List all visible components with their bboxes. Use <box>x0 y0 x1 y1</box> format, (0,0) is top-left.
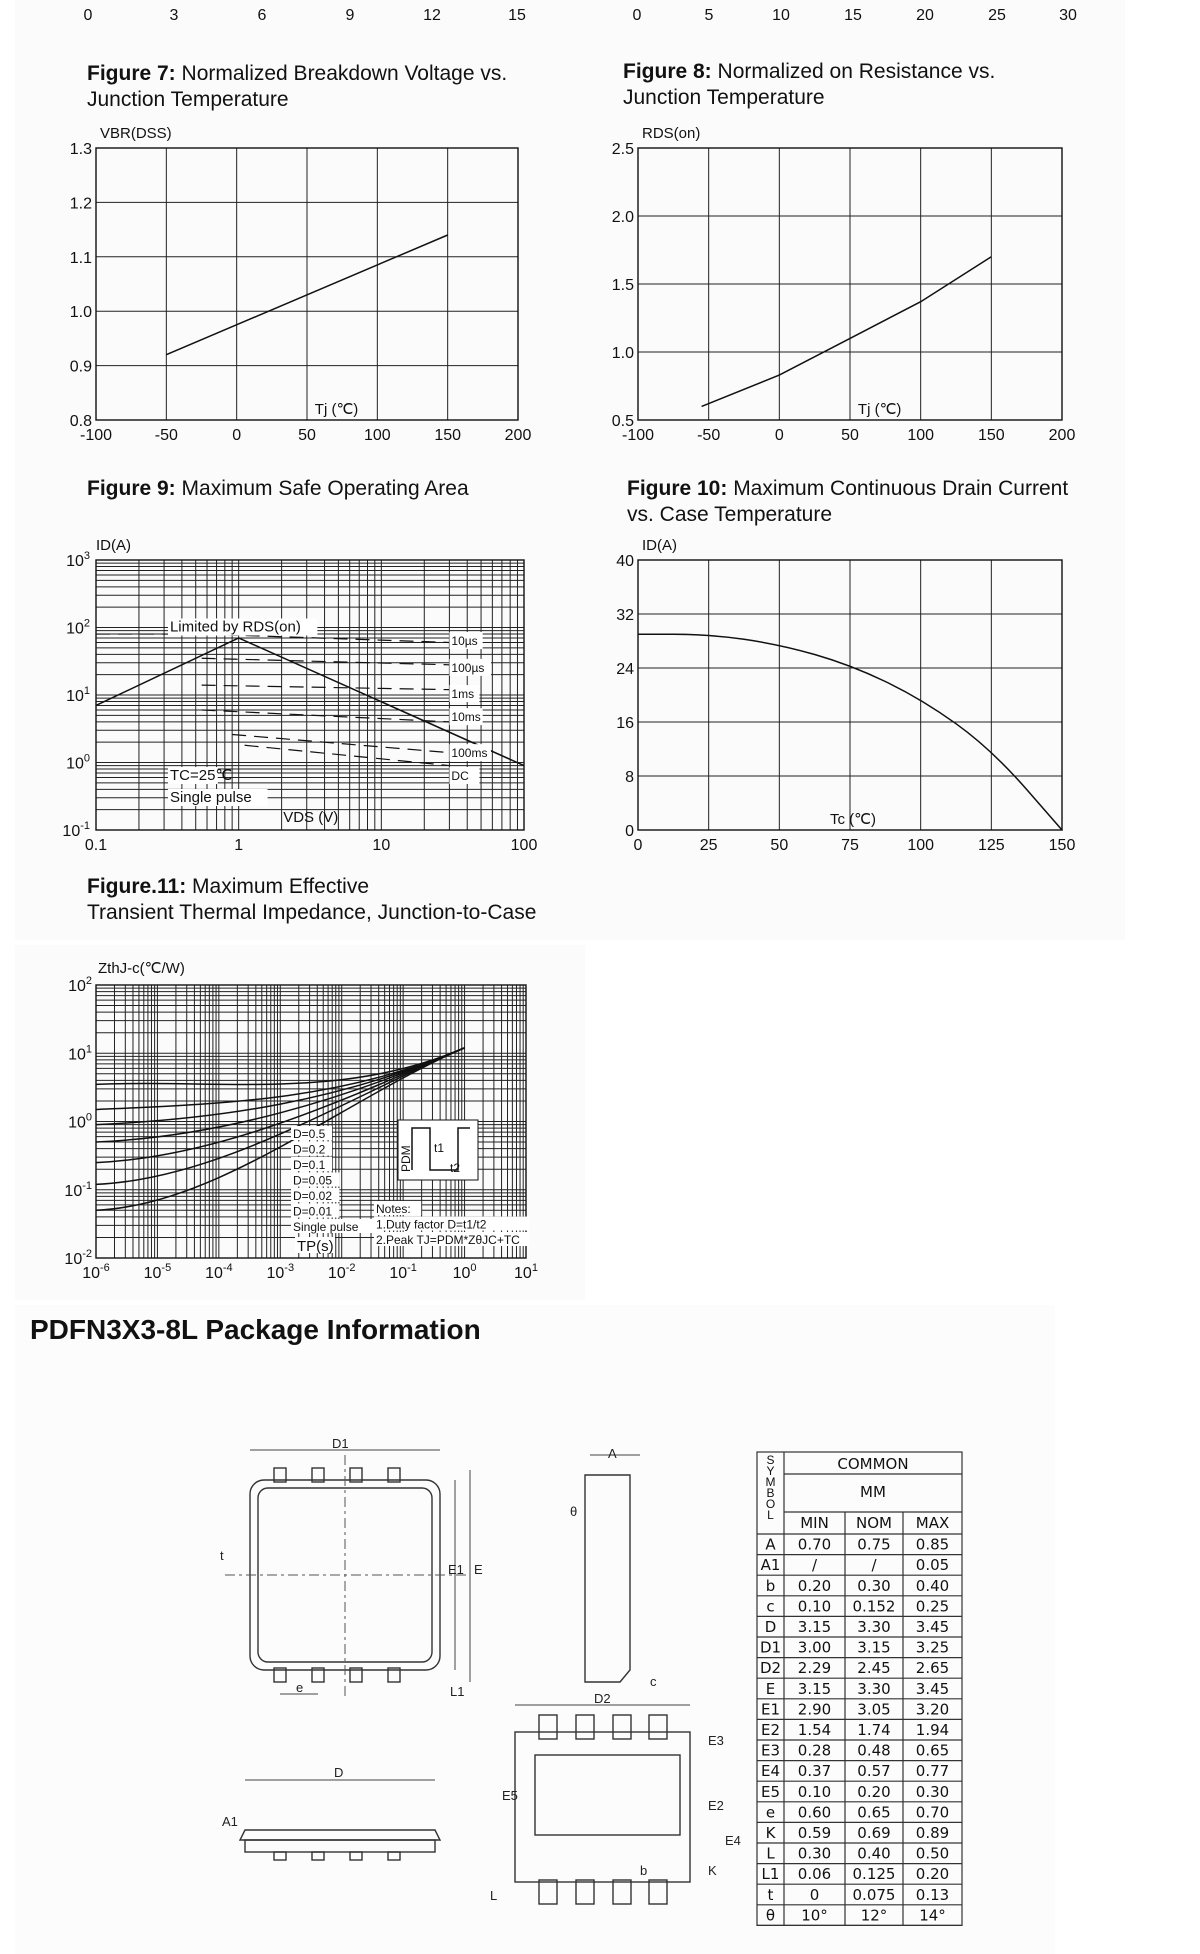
dim-label-t: t <box>220 1548 224 1563</box>
x-tick-label: $10^{-3}$ <box>266 1262 295 1282</box>
x-tick-label: 100 <box>363 427 391 444</box>
table-cell: b <box>765 1576 776 1595</box>
table-unit-header: MM <box>860 1483 886 1501</box>
table-cell: 2.45 <box>857 1659 891 1678</box>
table-col-head: MAX <box>915 1514 950 1532</box>
top-right-tick-label: 30 <box>1059 7 1077 24</box>
y-tick-label: 32 <box>616 607 634 624</box>
x-tick-label: -50 <box>154 427 178 444</box>
legend-label: D=0.2 <box>293 1142 326 1157</box>
dim-label-d: D <box>334 1765 344 1780</box>
table-cell: 0.20 <box>857 1782 891 1801</box>
table-cell: e <box>765 1803 776 1822</box>
dim-label-k: K <box>708 1863 717 1878</box>
table-cell: / <box>811 1556 818 1575</box>
inset-t1-label: t1 <box>434 1141 445 1155</box>
dim-label-b: b <box>640 1863 648 1878</box>
x-tick-label: 100 <box>907 837 935 854</box>
table-cell: 3.45 <box>915 1618 950 1636</box>
table-cell: 14° <box>919 1906 946 1925</box>
table-cell: 0.77 <box>915 1762 950 1781</box>
x-axis-label: VDS (V) <box>283 809 339 826</box>
x-tick-label: 125 <box>977 837 1005 854</box>
x-tick-label: 100 <box>510 837 538 854</box>
table-cell: 0.075 <box>852 1885 896 1904</box>
top-right-tick-label: 25 <box>988 7 1006 24</box>
dim-label-e5: E5 <box>502 1788 518 1803</box>
dim-label-d1: D1 <box>332 1436 349 1451</box>
table-cell: 0.13 <box>915 1885 950 1904</box>
table-cell: 0.69 <box>857 1824 891 1842</box>
x-tick-label: 75 <box>841 837 859 854</box>
y-tick-label: $10^2$ <box>66 617 90 638</box>
x-tick-label: -100 <box>79 427 113 444</box>
table-cell: 0.30 <box>915 1782 950 1801</box>
x-tick-label: -100 <box>621 427 655 444</box>
x-tick-label: 1 <box>234 837 244 854</box>
x-axis-label: Tj (℃) <box>857 401 902 418</box>
table-cell: 1.54 <box>797 1721 832 1739</box>
x-axis-label: TP(s) <box>297 1238 334 1255</box>
table-cell: 0.65 <box>915 1741 950 1760</box>
table-cell: 0.05 <box>915 1556 950 1575</box>
y-tick-label: $10^2$ <box>68 975 92 995</box>
inset-pdm-label: PDM <box>399 1145 413 1172</box>
top-left-tick-label: 6 <box>257 7 267 24</box>
table-cell: θ <box>765 1906 776 1925</box>
table-cell: 3.15 <box>857 1638 891 1657</box>
x-tick-label: 100 <box>907 427 935 444</box>
y-tick-label: $10^1$ <box>66 685 90 705</box>
y-tick-label: $10^{-1}$ <box>64 1179 92 1200</box>
chart-title-line2: Junction Temperature <box>623 86 825 109</box>
table-cell: 0.37 <box>797 1762 832 1781</box>
table-cell: 3.15 <box>797 1618 832 1636</box>
x-tick-label: 200 <box>504 427 532 444</box>
x-tick-label: 10 <box>372 837 391 854</box>
y-tick-label: 2.0 <box>611 209 634 226</box>
top-right-tick-label: 15 <box>844 7 862 24</box>
dim-label-a: A <box>608 1446 617 1461</box>
table-cell: 0.152 <box>852 1597 896 1616</box>
x-tick-label: 0 <box>774 427 784 444</box>
table-cell: 0.40 <box>857 1844 891 1863</box>
table-cell: A1 <box>760 1556 781 1575</box>
legend-label: D=0.5 <box>293 1127 326 1141</box>
legend-label: D=0.01 <box>293 1204 333 1219</box>
table-cell: A <box>765 1535 776 1554</box>
table-cell: E5 <box>760 1782 781 1801</box>
x-tick-label: 150 <box>1048 837 1076 854</box>
annotation-label: TC=25℃ <box>169 767 233 785</box>
annotation-label: 100ms <box>451 746 488 761</box>
table-cell: 0.30 <box>797 1844 832 1863</box>
x-tick-label: $10^{-2}$ <box>327 1262 356 1282</box>
chart-title: Figure.11: Maximum Effective <box>87 875 370 898</box>
top-right-tick-label: 20 <box>916 7 934 24</box>
chart-title-line2: Transient Thermal Impedance, Junction-to-Case <box>87 901 537 924</box>
legend-label: D=0.1 <box>293 1158 326 1172</box>
table-col-head: MIN <box>800 1514 829 1532</box>
table-cell: D1 <box>759 1638 782 1657</box>
table-cell: 0.59 <box>797 1824 832 1842</box>
y-tick-label: 1.0 <box>69 304 92 322</box>
table-cell: D <box>764 1618 777 1636</box>
x-tick-label: 25 <box>699 837 718 854</box>
y-tick-label: 40 <box>616 553 634 570</box>
top-left-tick-label: 0 <box>83 7 93 24</box>
table-cell: 0.28 <box>797 1741 832 1760</box>
dim-label-theta: θ <box>570 1504 578 1519</box>
table-cell: t <box>767 1885 774 1904</box>
table-cell: 3.45 <box>915 1679 950 1698</box>
y-tick-label: 24 <box>616 661 634 678</box>
table-cell: 0.10 <box>797 1782 832 1801</box>
table-cell: 1.94 <box>915 1721 950 1739</box>
table-cell: 0.89 <box>915 1824 950 1842</box>
table-cell: 0.85 <box>915 1535 950 1554</box>
table-col-head: NOM <box>856 1514 892 1532</box>
annotation-label: 100µs <box>451 660 485 675</box>
chart-title: Figure 10: Maximum Continuous Drain Current <box>627 477 1069 500</box>
y-tick-label: 1.1 <box>69 249 92 267</box>
table-cell: 0.70 <box>915 1803 950 1822</box>
table-cell: 12° <box>860 1906 888 1925</box>
x-tick-label: 50 <box>770 837 789 854</box>
annotation-label: 10ms <box>451 710 481 725</box>
table-cell: 0.20 <box>915 1865 950 1884</box>
top-left-tick-label: 12 <box>423 7 441 24</box>
y-tick-label: $10^1$ <box>68 1043 92 1064</box>
y-tick-label: 0.8 <box>69 413 92 430</box>
x-tick-label: $10^{-6}$ <box>82 1262 110 1282</box>
dim-label-e-pitch: e <box>296 1680 304 1695</box>
annotation-label: Limited by RDS(on) <box>169 618 301 636</box>
table-cell: 0.25 <box>915 1597 950 1616</box>
table-cell: c <box>766 1597 775 1616</box>
y-tick-label: 0.9 <box>69 358 92 376</box>
table-cell: E4 <box>760 1762 781 1781</box>
table-cell: 10° <box>801 1906 828 1925</box>
table-cell: 2.65 <box>915 1659 950 1678</box>
chart-title-line2: vs. Case Temperature <box>627 503 833 526</box>
chart-title: Figure 8: Normalized on Resistance vs. <box>623 60 996 83</box>
table-symbol-header: S Y M B O L <box>765 1453 776 1522</box>
x-axis-label: Tj (℃) <box>314 401 359 418</box>
top-left-tick-label: 3 <box>169 7 179 24</box>
x-tick-label: $10^{-4}$ <box>205 1262 233 1282</box>
annotation-label: Single pulse <box>169 788 252 806</box>
table-cell: E1 <box>760 1700 781 1719</box>
y-tick-label: 1.5 <box>611 277 634 294</box>
chart-title: Figure 9: Maximum Safe Operating Area <box>87 477 469 500</box>
table-cell: 0.30 <box>857 1576 891 1595</box>
y-axis-label: RDS(on) <box>642 125 701 142</box>
top-right-tick-label: 0 <box>632 7 642 24</box>
table-cell: 1.74 <box>857 1721 891 1739</box>
legend-label: D=0.02 <box>293 1189 333 1203</box>
table-cell: / <box>871 1556 877 1575</box>
top-left-tick-label: 15 <box>508 7 526 24</box>
x-tick-label: $10^{-1}$ <box>389 1262 417 1282</box>
legend-label: Single pulse <box>293 1220 359 1234</box>
table-cell: 0.125 <box>852 1865 896 1884</box>
y-axis-label: ID(A) <box>642 537 677 554</box>
table-cell: 3.05 <box>857 1700 891 1719</box>
table-cell: 0.06 <box>797 1865 832 1884</box>
y-tick-label: 1.3 <box>69 141 92 158</box>
table-cell: 0 <box>809 1885 820 1904</box>
table-cell: 3.20 <box>915 1700 950 1719</box>
dim-label-d2: D2 <box>594 1691 611 1706</box>
dim-label-e3: E3 <box>708 1733 724 1748</box>
y-tick-label: $10^{-2}$ <box>64 1248 92 1268</box>
x-axis-label: Tc (℃) <box>829 811 877 828</box>
table-cell: 0.60 <box>797 1803 832 1822</box>
annotation-label: 1ms <box>451 687 475 702</box>
y-tick-label: 2.5 <box>611 141 634 158</box>
x-tick-label: 150 <box>434 427 462 444</box>
table-cell: 3.00 <box>797 1638 832 1657</box>
table-cell: L1 <box>761 1865 780 1884</box>
y-tick-label: 1.2 <box>69 195 92 213</box>
x-tick-label: $10^0$ <box>452 1262 477 1282</box>
x-tick-label: 50 <box>841 427 859 444</box>
x-tick-label: 150 <box>977 427 1005 444</box>
top-right-tick-label: 5 <box>704 7 714 24</box>
table-cell: L <box>766 1844 775 1863</box>
chart-title: Figure 7: Normalized Breakdown Voltage vs. <box>87 62 508 85</box>
table-cell: 3.30 <box>857 1679 891 1698</box>
y-tick-label: 1.0 <box>611 345 634 362</box>
y-tick-label: $10^0$ <box>66 752 90 773</box>
x-tick-label: 200 <box>1048 427 1076 444</box>
table-cell: E3 <box>760 1741 781 1760</box>
notes-text: 1.Duty factor D=t1/t2 <box>376 1217 487 1232</box>
dim-label-e1: E1 <box>448 1562 464 1577</box>
notes-text: Notes: <box>376 1202 411 1216</box>
top-left-tick-label: 9 <box>345 7 355 24</box>
table-cell: 3.15 <box>797 1679 832 1698</box>
x-tick-label: -50 <box>697 427 721 444</box>
annotation-label: DC <box>451 769 469 784</box>
y-tick-label: 0 <box>625 823 634 840</box>
dim-label-l1: L1 <box>450 1684 465 1699</box>
table-cell: E2 <box>760 1721 781 1739</box>
table-cell: K <box>765 1824 776 1842</box>
table-cell: 0.10 <box>797 1597 832 1616</box>
package-info-title: PDFN3X3-8L Package Information <box>30 1314 481 1345</box>
x-tick-label: 0 <box>232 427 242 444</box>
table-cell: 0.40 <box>915 1576 950 1595</box>
y-axis-label: ZthJ-c(℃/W) <box>98 960 185 977</box>
y-axis-label: ID(A) <box>96 537 131 554</box>
x-tick-label: $10^1$ <box>514 1262 538 1282</box>
dim-label-a1: A1 <box>222 1814 238 1829</box>
dim-label-c: c <box>650 1674 657 1689</box>
table-cell: D2 <box>759 1659 782 1678</box>
table-cell: 2.29 <box>797 1659 832 1678</box>
legend-label: D=0.05 <box>293 1173 333 1188</box>
table-cell: 2.90 <box>797 1700 832 1719</box>
table-cell: 0.75 <box>857 1535 891 1554</box>
table-cell: 3.30 <box>857 1618 891 1636</box>
table-cell: E <box>765 1679 776 1698</box>
y-tick-label: 0.5 <box>611 413 634 430</box>
y-tick-label: $10^3$ <box>66 550 90 570</box>
dim-label-l: L <box>490 1888 498 1903</box>
dim-label-e2: E2 <box>708 1798 724 1813</box>
y-axis-label: VBR(DSS) <box>100 125 172 142</box>
notes-text: 2.Peak TJ=PDM*ZθJC+TC <box>376 1233 520 1247</box>
chart-title-line2: Junction Temperature <box>87 88 289 111</box>
table-common-header: COMMON <box>837 1455 909 1473</box>
table-cell: 3.25 <box>915 1638 950 1657</box>
y-tick-label: $10^{-1}$ <box>62 820 90 840</box>
x-tick-label: 50 <box>298 427 316 444</box>
top-right-tick-label: 10 <box>772 7 790 24</box>
dim-label-e: E <box>474 1562 483 1577</box>
y-tick-label: $10^0$ <box>68 1111 92 1132</box>
x-tick-label: 0.1 <box>84 837 108 854</box>
y-tick-label: 16 <box>616 715 634 732</box>
annotation-label: 10µs <box>451 634 478 649</box>
table-cell: 0.48 <box>857 1741 891 1760</box>
table-cell: 0.65 <box>857 1803 891 1822</box>
inset-t2-label: t2 <box>450 1161 461 1175</box>
x-tick-label: 0 <box>633 837 643 854</box>
table-cell: 0.70 <box>797 1535 832 1554</box>
table-cell: 0.57 <box>857 1762 891 1781</box>
x-tick-label: $10^{-5}$ <box>143 1262 172 1282</box>
table-cell: 0.50 <box>915 1844 950 1863</box>
table-cell: 0.20 <box>797 1576 832 1595</box>
dim-label-e4: E4 <box>725 1833 741 1848</box>
y-tick-label: 8 <box>625 769 634 786</box>
